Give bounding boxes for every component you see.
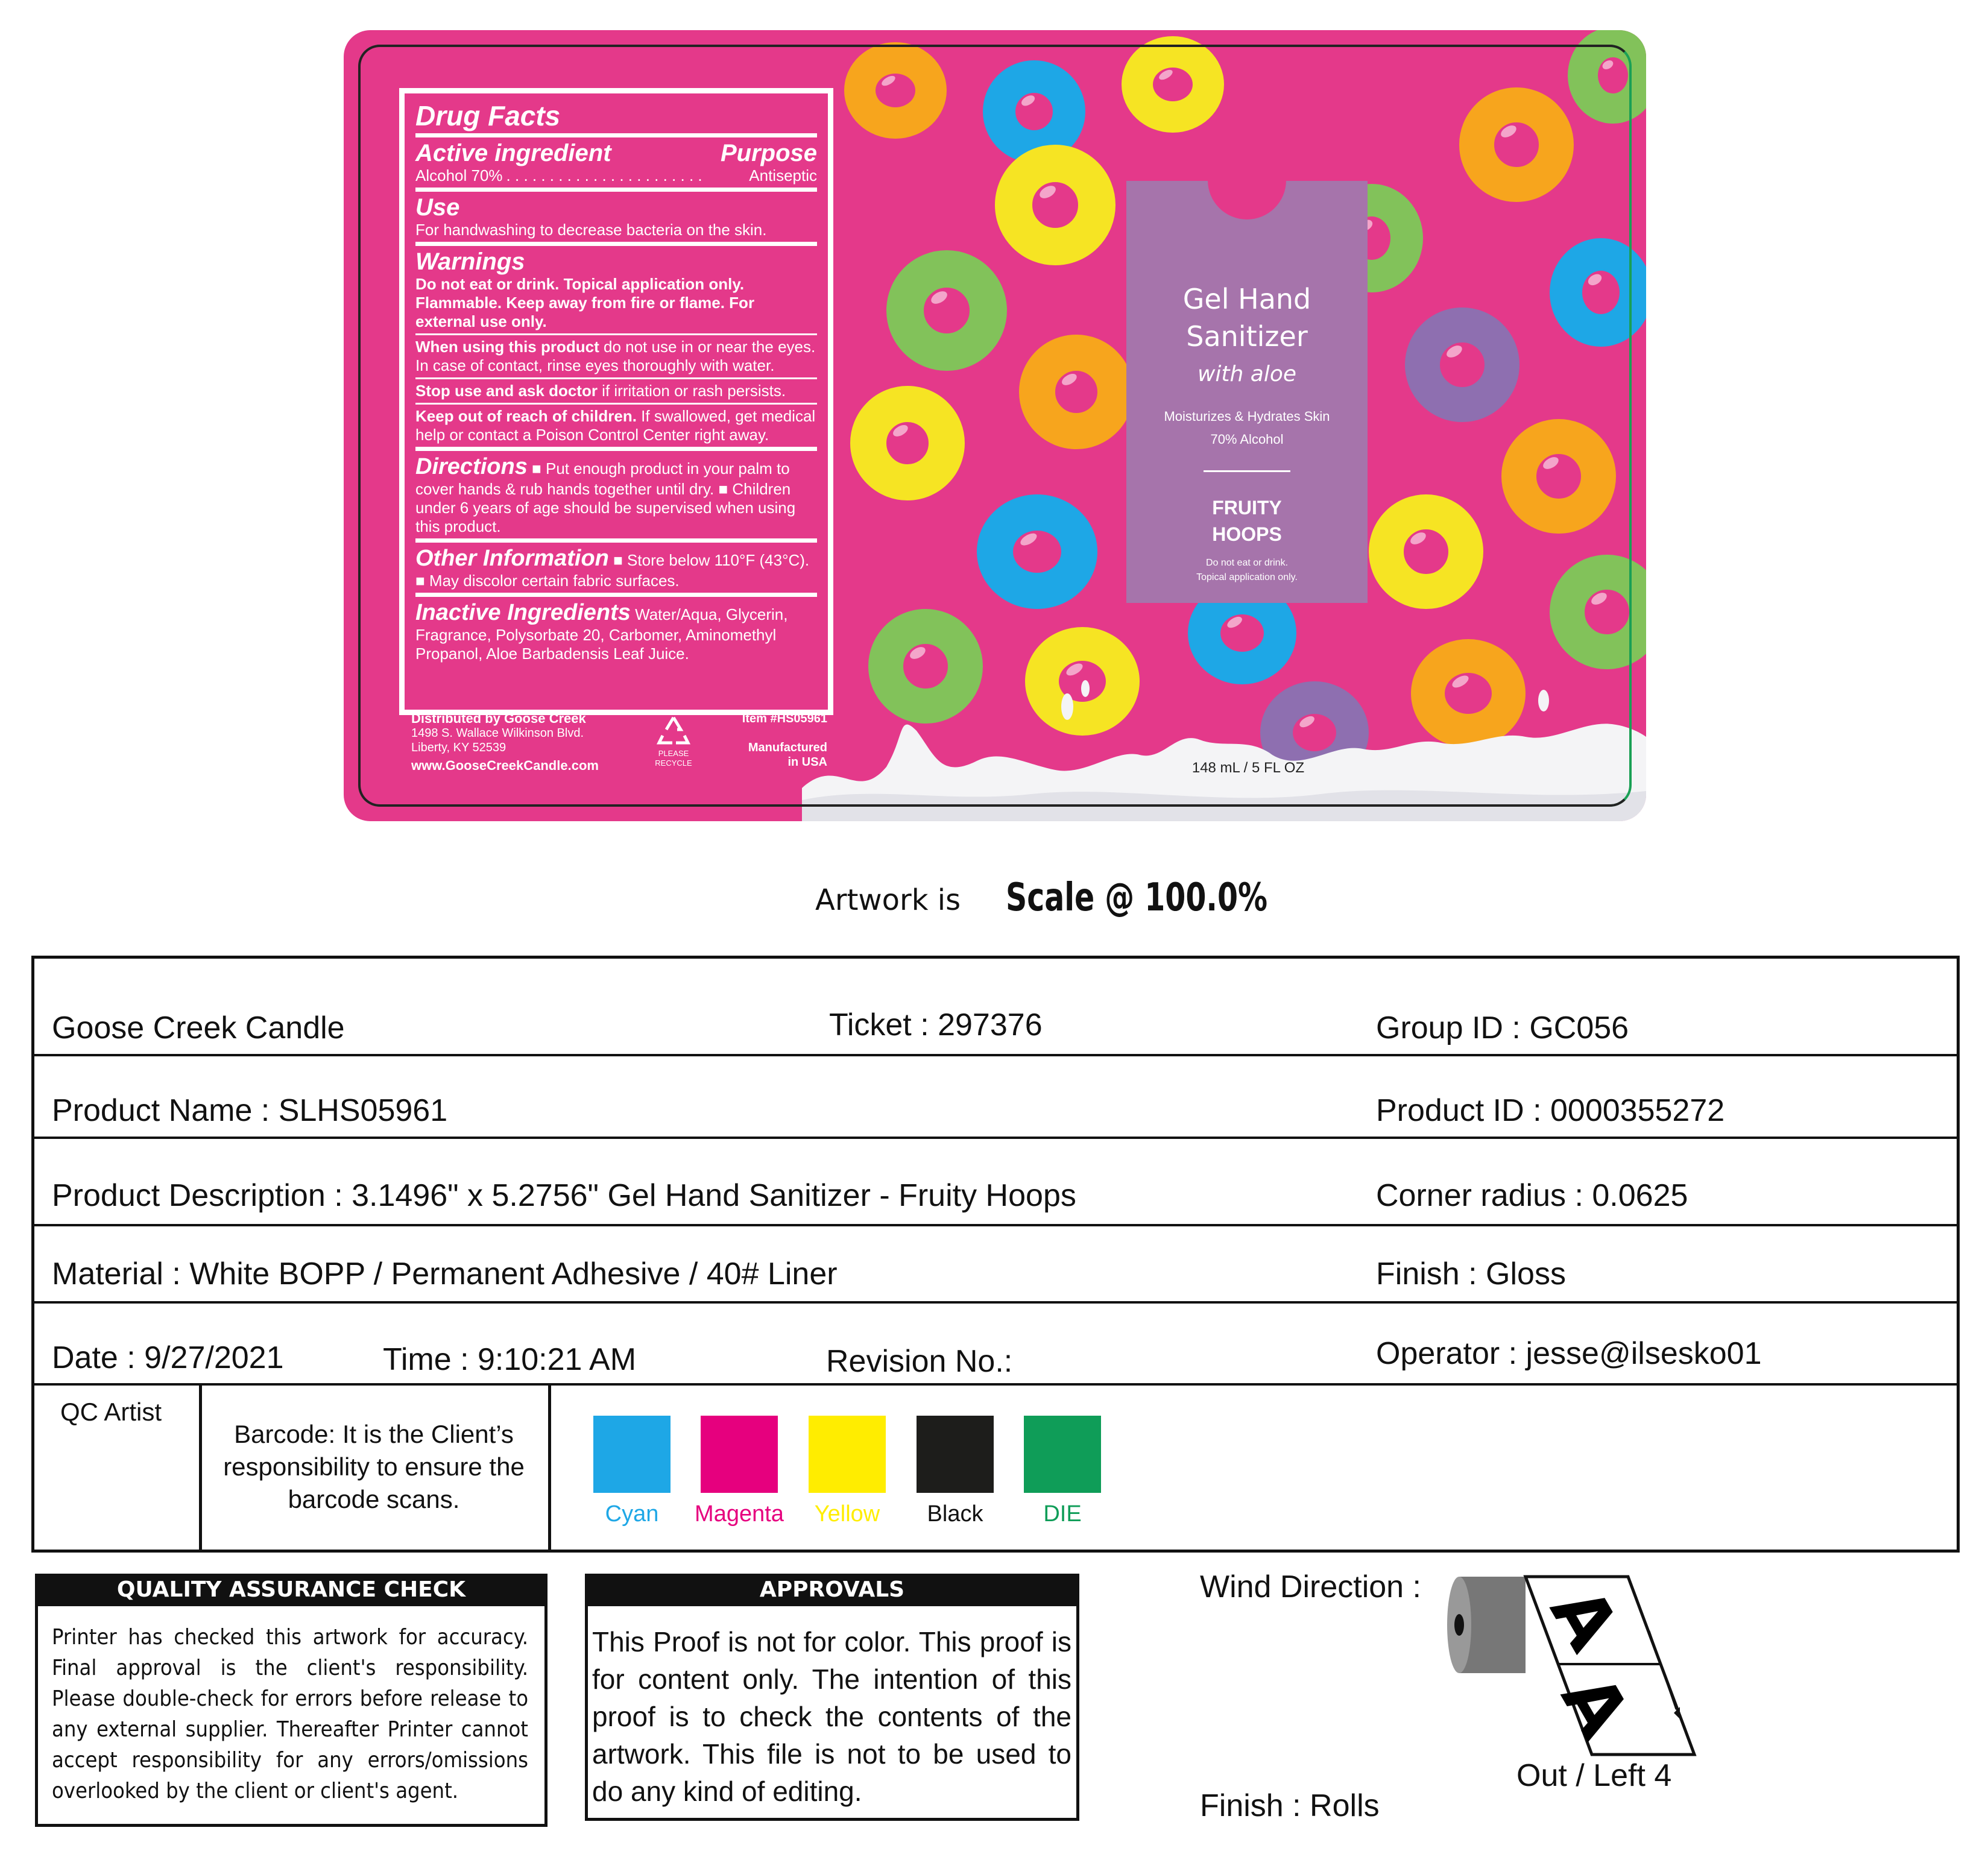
divider [415, 538, 817, 543]
table-rule [31, 1224, 1960, 1226]
warnings-heading: Warnings [415, 248, 525, 275]
keep-out-body: If swallowed, get medical help or contact a Poison Control Center right away. [415, 407, 816, 444]
qc-artist: QC Artist [60, 1398, 162, 1426]
hoop-green-icon [1550, 555, 1646, 669]
scent-name [1126, 494, 1368, 547]
wind-direction-roll-icon [1447, 1571, 1725, 1770]
table-rule [31, 1054, 1960, 1056]
wind-direction-label: Wind Direction : [1200, 1569, 1421, 1604]
keep-out-label: Keep out of reach of children. [415, 407, 637, 425]
use-heading: Use [415, 194, 460, 221]
table-rule-vertical [199, 1384, 202, 1553]
finish-rolls: Finish : Rolls [1200, 1788, 1380, 1823]
hoop-orange-icon [1459, 87, 1574, 202]
hoop-green-icon [1568, 30, 1646, 124]
approvals-text: This Proof is not for color. This proof is for content only. The intention of this proof is to check the contents of the artwork. This file is not to be used to do any kind of editing. [592, 1626, 1071, 1807]
divider [415, 403, 817, 405]
warnings-text: Do not eat or drink. Topical application only. Flammable. Keep away from fire or flame. For external use only. [415, 275, 755, 330]
product-name: Product Name : SLHS05961 [52, 1093, 448, 1128]
active-ingredient-row [415, 166, 817, 185]
recycle-line-2: RECYCLE [655, 758, 692, 768]
leader-dots: . . . . . . . . . . . . . . . . . . . . . . . [506, 166, 702, 184]
swatch-die [1024, 1416, 1101, 1493]
hoop-blue-icon [1550, 238, 1646, 347]
hoop-orange-icon [1019, 335, 1134, 449]
material: Material : White BOPP / Permanent Adhesive / 40# Liner [52, 1257, 838, 1291]
hoop-yellow-icon [850, 386, 965, 500]
divider [415, 377, 817, 379]
hoop-purple-icon [1405, 307, 1519, 422]
wind-direction-value: Out / Left 4 [1516, 1758, 1672, 1793]
company-name: Goose Creek Candle [52, 1011, 345, 1045]
table-rule [31, 1137, 1960, 1139]
claim-2: 70% Alcohol [1210, 432, 1284, 447]
swatch-label-yellow: Yellow [814, 1501, 880, 1527]
divider [415, 333, 817, 335]
inactive-ingredients-text [415, 599, 817, 663]
website: www.GooseCreekCandle.com [411, 758, 599, 773]
distributor-block [411, 711, 599, 773]
inactive-ingredients-body: Water/Aqua, Glycerin, Fragrance, Polysorbate 20, Carbomer, Aminomethyl Propanol, Aloe Barbadensis Leaf Juice. [415, 605, 788, 663]
panel-notch [1208, 180, 1286, 219]
recycle-block [649, 715, 698, 768]
use-text: For handwashing to decrease bacteria on the skin. [415, 221, 767, 239]
recycle-icon [657, 715, 690, 746]
manufactured-line-2: in USA [787, 755, 827, 769]
approvals-heading: APPROVALS [585, 1574, 1079, 1606]
drug-facts-title: Drug Facts [415, 100, 561, 131]
directions-body: ■ Put enough product in your palm to cover hands & rub hands together until dry. ■ Children under 6 years of age should be supervised when using this product. [415, 459, 796, 535]
roll-letter-a-top: A [1533, 1574, 1635, 1665]
group-id: Group ID : GC056 [1376, 1011, 1629, 1045]
claim-1: Moisturizes & Hydrates Skin [1164, 409, 1330, 424]
when-using-label: When using this product [415, 338, 599, 356]
swatch-cyan [593, 1416, 671, 1493]
scent-line-2: HOOPS [1212, 523, 1282, 545]
keep-out-text [415, 407, 817, 444]
label-footer [411, 711, 833, 802]
product-label [344, 30, 1646, 821]
hoop-orange-icon [1501, 419, 1616, 534]
hoop-orange-icon [844, 42, 947, 139]
date: Date : 9/27/2021 [52, 1340, 284, 1375]
front-panel [1126, 181, 1368, 603]
active-ingredient-value: Alcohol 70% [415, 166, 503, 184]
active-ingredient-header [415, 140, 817, 166]
active-ingredient-heading: Active ingredient [415, 140, 611, 166]
panel-note [1126, 556, 1368, 585]
qa-heading: QUALITY ASSURANCE CHECK [35, 1574, 547, 1606]
swatch-label-black: Black [927, 1501, 983, 1527]
product-subtitle: with aloe [1197, 362, 1297, 386]
qa-text: Printer has checked this artwork for accuracy. Final approval is the client's responsibility. Please double-check for errors before release to any external supplier. Thereafter Printer cannot accept responsibility for any errors/omissions overlooked by the client or client's agent. [52, 1625, 528, 1803]
claims [1126, 405, 1368, 451]
revision-number: Revision No.: [826, 1344, 1013, 1379]
manufactured-line-1: Manufactured [748, 741, 827, 754]
product-id: Product ID : 0000355272 [1376, 1093, 1725, 1128]
stop-use-body: if irritation or rash persists. [597, 382, 786, 400]
purpose-value: Antiseptic [749, 166, 817, 184]
other-info-body: ■ Store below 110°F (43°C). ■ May discolor certain fabric surfaces. [415, 551, 810, 590]
drug-facts-panel [399, 88, 833, 715]
scale-prefix: Artwork is [815, 883, 961, 917]
when-using-body: do not use in or near the eyes. In case of contact, rinse eyes thoroughly with water. [415, 338, 816, 374]
barcode-note: Barcode: It is the Client’s responsibility to ensure the barcode scans. [223, 1420, 525, 1513]
ticket: Ticket : 297376 [829, 1007, 1043, 1042]
directions-heading: Directions [415, 454, 528, 479]
product-description: Product Description : 3.1496" x 5.2756" Gel Hand Sanitizer - Fruity Hoops [52, 1178, 1076, 1213]
time: Time : 9:10:21 AM [383, 1342, 637, 1377]
purpose-heading: Purpose [720, 140, 817, 166]
other-info-text [415, 545, 817, 590]
net-volume: 148 mL / 5 FL OZ [1191, 760, 1305, 776]
corner-radius: Corner radius : 0.0625 [1376, 1178, 1688, 1213]
product-title [1126, 280, 1368, 355]
when-using-text [415, 338, 817, 375]
panel-divider [1204, 470, 1290, 472]
swatch-label-die: DIE [1043, 1501, 1082, 1527]
roll-letter-a-bottom: A [1545, 1660, 1646, 1752]
stop-use-text [415, 382, 817, 400]
operator: Operator : jesse@ilsesko01 [1376, 1336, 1762, 1371]
table-rule [31, 1301, 1960, 1304]
note-line-2: Topical application only. [1196, 572, 1298, 582]
product-title-line-2: Sanitizer [1186, 320, 1308, 353]
divider [415, 447, 817, 451]
divider [415, 133, 817, 137]
table-rule [31, 1383, 1960, 1386]
hoop-yellow-icon [1122, 36, 1224, 133]
item-number: Item #HS05961 [742, 712, 827, 725]
table-rule-vertical [548, 1384, 551, 1553]
finish: Finish : Gloss [1376, 1257, 1566, 1291]
divider [415, 593, 817, 597]
divider [415, 242, 817, 246]
address-line-2: Liberty, KY 52539 [411, 741, 506, 754]
hoop-yellow-icon [995, 145, 1115, 265]
address-line-1: 1498 S. Wallace Wilkinson Blvd. [411, 727, 584, 740]
directions-text [415, 453, 817, 536]
distributed-by: Distributed by Goose Creek [411, 711, 586, 726]
scale-value: Scale @ 100.0% [1006, 875, 1268, 920]
other-info-heading: Other Information [415, 546, 609, 571]
item-block [725, 711, 827, 769]
swatch-label-cyan: Cyan [605, 1501, 659, 1527]
swatch-black [917, 1416, 994, 1493]
swatch-magenta [701, 1416, 778, 1493]
stop-use-label: Stop use and ask doctor [415, 382, 598, 400]
note-line-1: Do not eat or drink. [1205, 558, 1289, 568]
divider [415, 188, 817, 192]
swatch-label-magenta: Magenta [695, 1501, 784, 1527]
hoop-yellow-icon [1369, 494, 1483, 609]
inactive-ingredients-heading: Inactive Ingredients [415, 600, 631, 625]
hoop-green-icon [886, 250, 1007, 371]
product-title-line-1: Gel Hand [1182, 283, 1311, 315]
swatch-yellow [809, 1416, 886, 1493]
milk-splash-image [802, 664, 1646, 821]
hoop-blue-icon [977, 494, 1097, 609]
scent-line-1: FRUITY [1212, 497, 1282, 519]
recycle-line-1: PLEASE [658, 749, 689, 758]
